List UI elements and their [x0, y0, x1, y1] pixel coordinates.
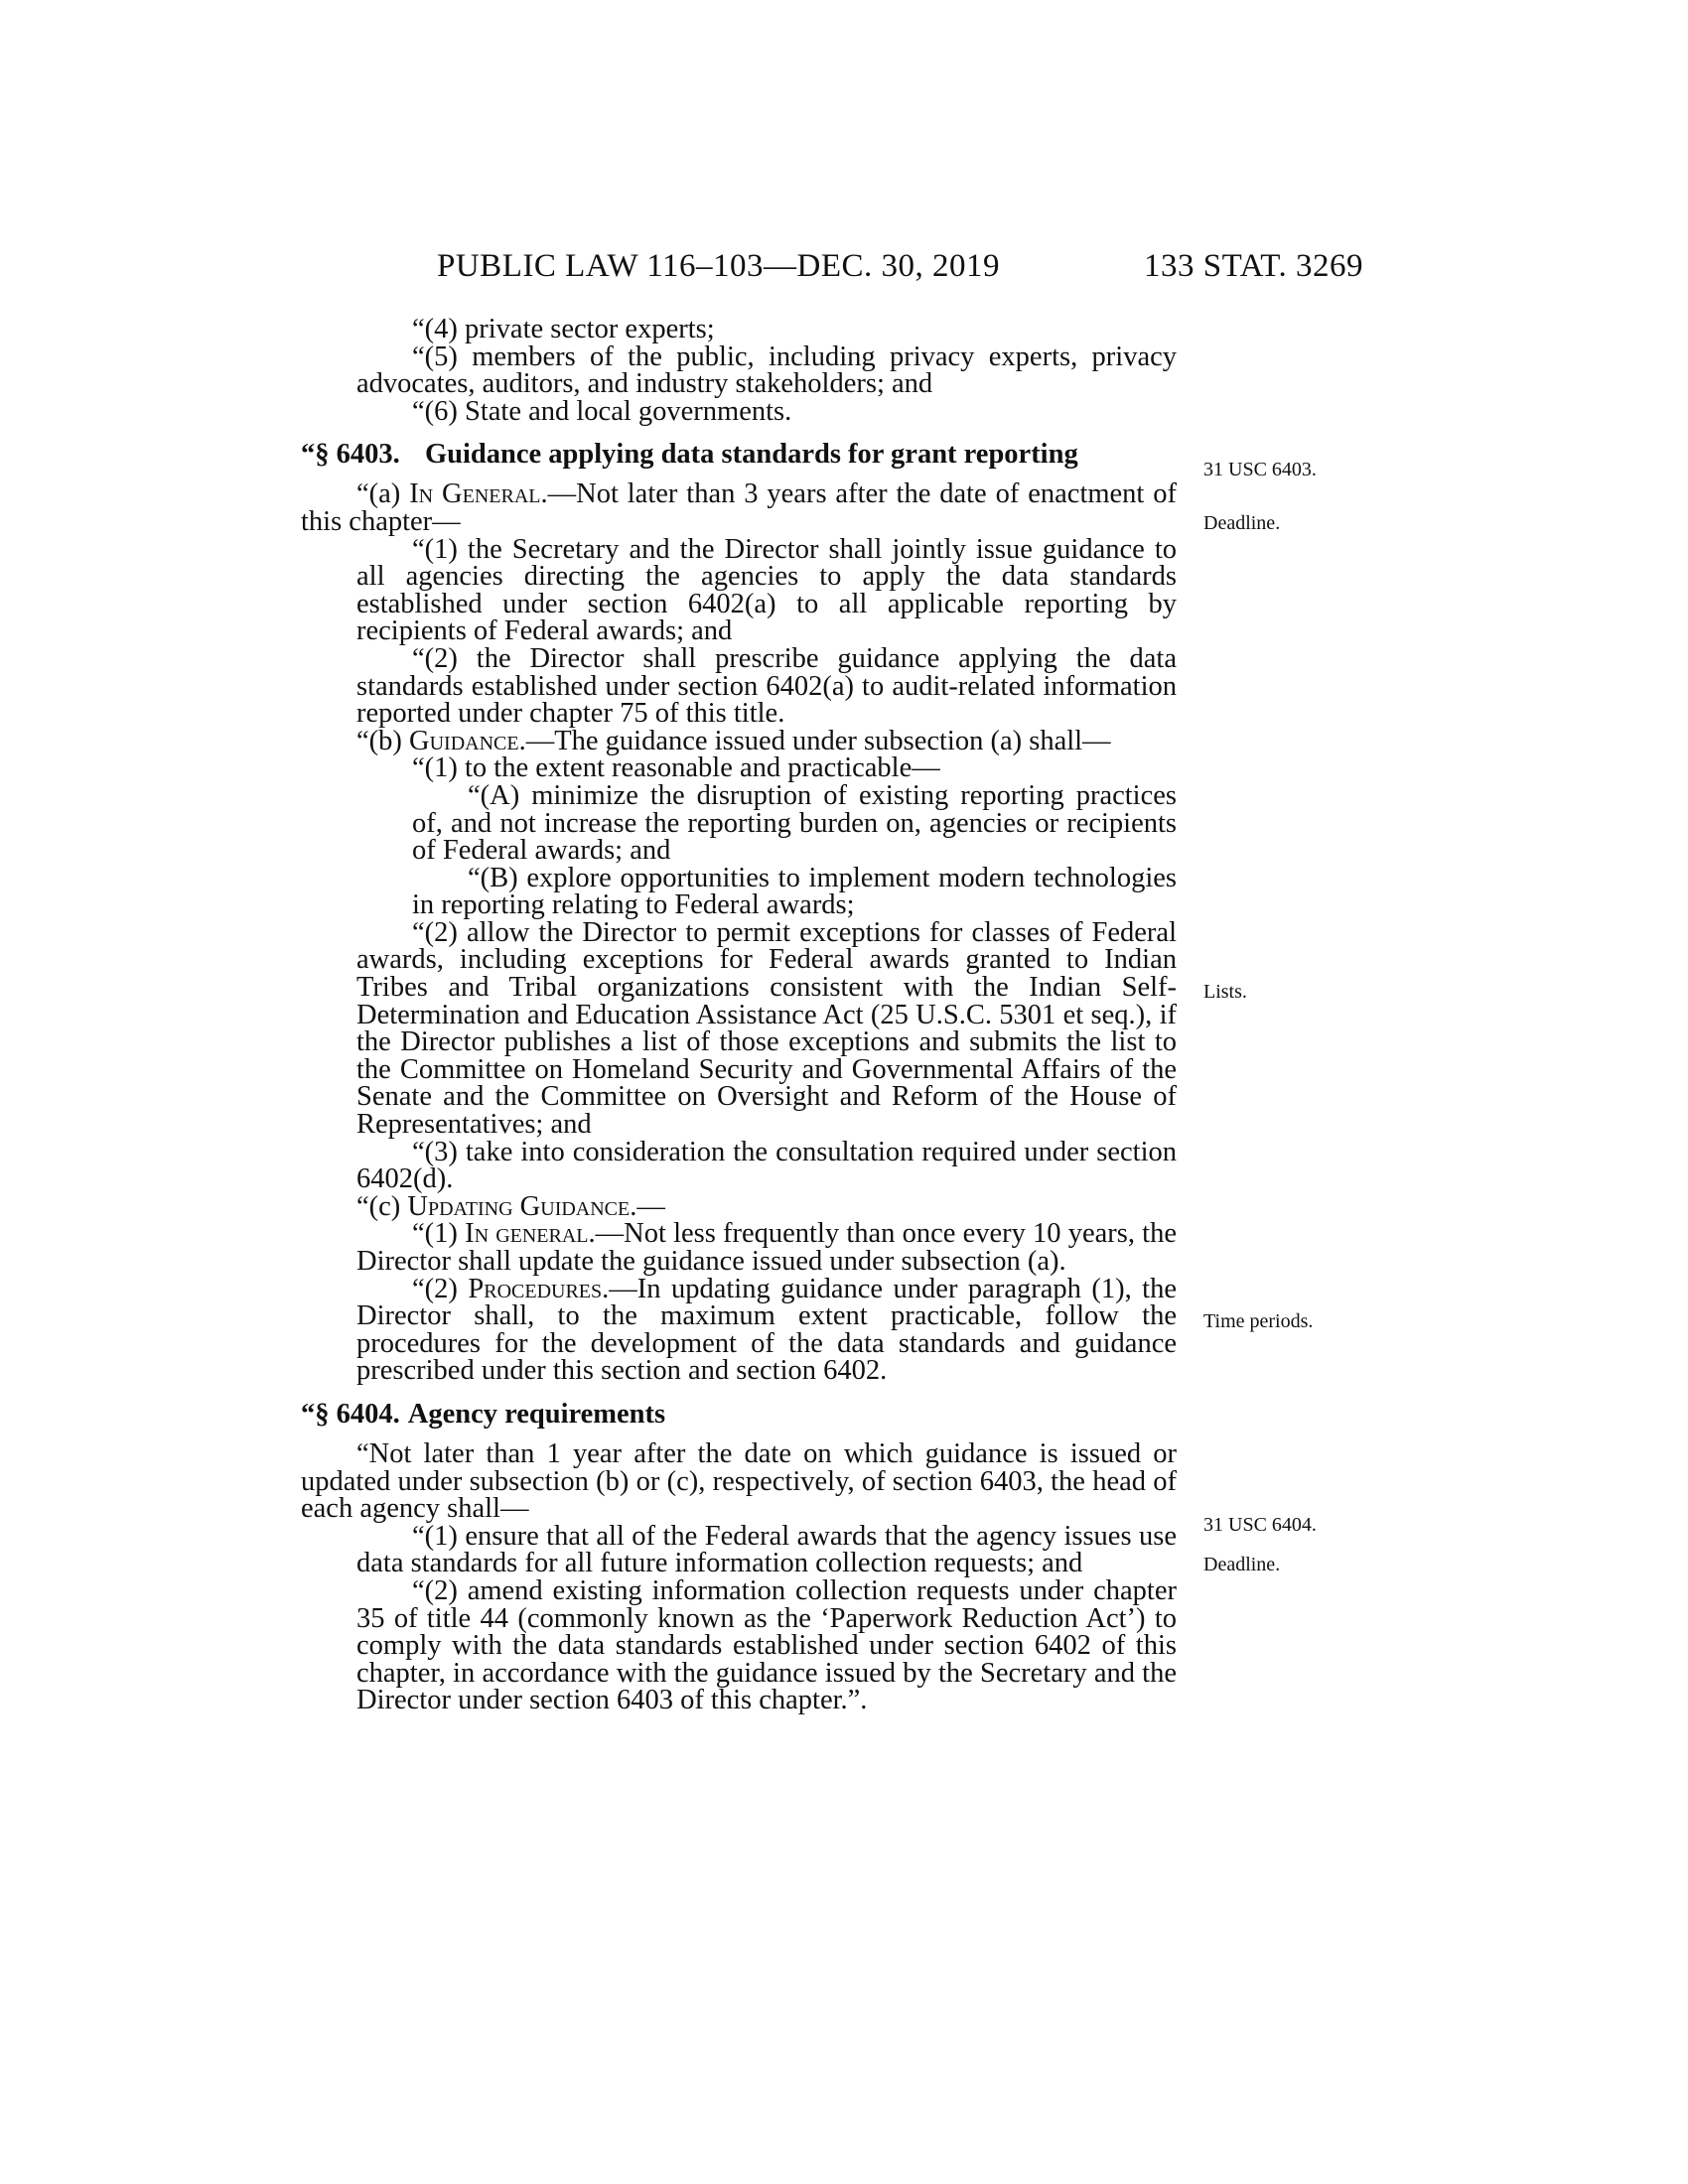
margin-note-31-usc-6403: 31 USC 6403.: [1203, 459, 1317, 480]
margin-note-deadline: Deadline.: [1203, 512, 1281, 534]
subsection-b-open: “(b): [356, 725, 402, 756]
running-header-title: PUBLIC LAW 116–103—DEC. 30, 2019: [437, 248, 1001, 284]
subsection-b-2: “(2) allow the Director to permit exceptions for classes of Federal awards, including exceptions for Federal awards granted to Indian Tribes and Tribal organizations consistent with the Indian Self-Determination and Education Assistance Act (25 U.S.C. 5301 et seq.), if the Director publishes a list of those exceptions and submits the list to the Committee on Homeland Security and Governmental Affairs of the Senate and the Committee on Oversight and Reform of the House of Representatives; and: [356, 916, 1177, 1141]
subsection-b-text: .—The guidance issued under subsection (a) shall—: [518, 725, 1111, 756]
subsection-b-heading: Guidance: [409, 725, 519, 756]
margin-note-lists: Lists.: [1203, 981, 1247, 1003]
subsection-a-1: “(1) the Secretary and the Director shall jointly issue guidance to all agencies directing the agencies to apply the data standards established under section 6402(a) to all applicable reporting by recipients of Federal awards; and: [356, 533, 1177, 647]
section-6404-1: “(1) ensure that all of the Federal awards that the agency issues use data standards for all future information collection requests; and: [356, 1520, 1177, 1579]
margin-note-deadline-2: Deadline.: [1203, 1554, 1281, 1575]
subsection-c-2-text: .—In updating guidance under paragraph (1), the Director shall, to the maximum extent practicable, follow the procedures for the development of the data standards and guidance prescribed under this section and section 6402.: [356, 1273, 1177, 1387]
section-6404-intro: “Not later than 1 year after the date on which guidance is issued or updated under subsection (b) or (c), respectively, of section 6403, the head of each agency shall—: [301, 1437, 1177, 1525]
paragraph-6: “(6) State and local governments.: [412, 395, 792, 427]
subsection-c-text: .—: [630, 1190, 665, 1222]
subsection-c-heading: Updating Guidance: [407, 1190, 631, 1222]
subsection-c-2-open: “(2): [412, 1273, 458, 1304]
section-6404-number: “§ 6404.: [301, 1398, 400, 1430]
subsection-b: [301, 725, 1177, 756]
subsection-c-1-heading: In general: [465, 1218, 589, 1250]
subsection-b-3: “(3) take into consideration the consultation required under section 6402(d).: [356, 1136, 1177, 1195]
paragraph-5: “(5) members of the public, including privacy experts, privacy advocates, auditors, and industry stakeholders; and: [356, 341, 1177, 400]
subsection-c-1-text: .—Not less frequently than once every 10 years, the Director shall update the guidance issued under subsection (a).: [356, 1218, 1177, 1277]
paragraph-4: “(4) private sector experts;: [412, 314, 715, 344]
subsection-c: [301, 1190, 1177, 1222]
subsection-c-1: [301, 1220, 1177, 1275]
margin-note-time-periods: Time periods.: [1203, 1310, 1314, 1332]
subsection-c-1-open: “(1): [412, 1218, 458, 1250]
subsection-b-1-A: “(A) minimize the disruption of existing reporting practices of, and not increase the reporting burden on, agencies or recipients of Federal awards; and: [412, 779, 1177, 867]
page-number: 133 STAT. 3269: [1144, 248, 1364, 284]
section-6403-number: “§ 6403.: [301, 439, 400, 471]
subsection-a-heading: In General: [409, 478, 541, 510]
subsection-a: [301, 480, 1177, 535]
subsection-a-open: “(a): [356, 478, 401, 510]
subsection-b-1: “(1) to the extent reasonable and practicable—: [412, 752, 940, 784]
section-6403-title: Guidance applying data standards for grant reporting: [425, 439, 1078, 471]
subsection-a-text: .—Not later than 3 years after the date of enactment of this chapter—: [301, 478, 1177, 537]
section-6403-heading: [301, 441, 1177, 469]
margin-note-31-usc-6404: 31 USC 6404.: [1203, 1514, 1317, 1536]
subsection-c-2: [301, 1273, 1177, 1387]
subsection-a-2: “(2) the Director shall prescribe guidance applying the data standards established under section 6402(a) to audit-related information reported under chapter 75 of this title.: [356, 642, 1177, 730]
section-6404-heading: [301, 1398, 1177, 1430]
subsection-c-open: “(c): [356, 1190, 401, 1222]
section-6404-2: “(2) amend existing information collection requests under chapter 35 of title 44 (commonly known as the ‘Paperwork Reduction Act’) to comply with the data standards established under section 6402 of this chapter, in accordance with the guidance issued by the Secretary and the Director under section 6403 of this chapter.”.: [356, 1574, 1177, 1716]
subsection-b-1-B: “(B) explore opportunities to implement modern technologies in reporting relating to Federal awards;: [412, 862, 1177, 921]
document-body: [301, 316, 1177, 1714]
subsection-c-2-heading: Procedures: [468, 1273, 603, 1304]
section-6404-title: Agency requirements: [407, 1398, 666, 1430]
